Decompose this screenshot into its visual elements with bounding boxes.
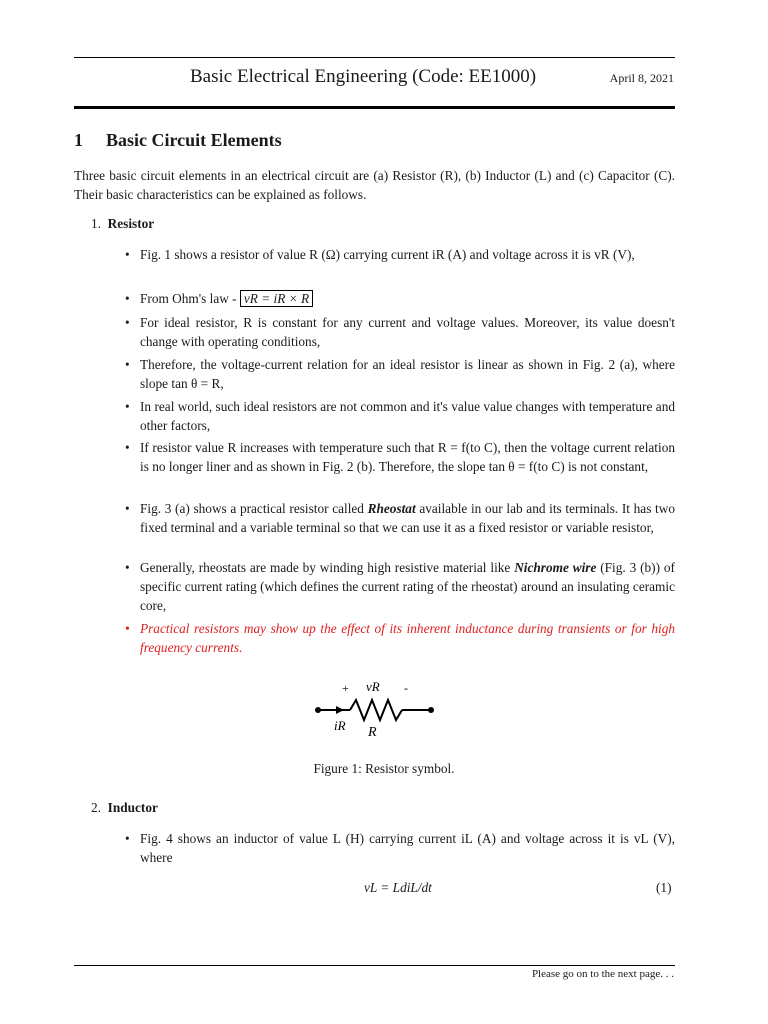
resistor-bullet-2 bbox=[140, 289, 675, 308]
header-thick-rule bbox=[74, 106, 675, 109]
inductor-bullet-1: • Fig. 4 shows an inductor of value L (H) carrying current iL (A) and voltage across it is vL (V), where bbox=[140, 829, 675, 867]
resistor-bullet-1: • Fig. 1 shows a resistor of value R (Ω) carrying current iR (A) and voltage across it is vR (V), bbox=[140, 245, 675, 264]
figure-voltage-label: vR bbox=[366, 679, 380, 694]
nichrome-text-a: Generally, rheostats are made by winding high resistive material like bbox=[140, 560, 511, 575]
rheostat-text-b: available in our lab and its terminals. It has two fixed terminal and a variable terminal so that we can use it as a fixed resistor or variable resistor, bbox=[140, 501, 675, 535]
footer-rule bbox=[74, 965, 675, 966]
current-arrow bbox=[336, 706, 344, 714]
resistor-bullet-8 bbox=[140, 558, 675, 615]
resistor-title: Resistor bbox=[107, 216, 155, 231]
section-heading bbox=[74, 130, 282, 151]
resistor-bullet-7 bbox=[140, 499, 675, 537]
resistor-heading bbox=[91, 216, 154, 232]
equation-number: (1) bbox=[656, 880, 672, 895]
resistor-bullet-9: • Practical resistors may show up the effect of its inherent inductance during transients or for high frequency currents. bbox=[140, 619, 675, 657]
inductor-equation: vL = LdiL/dt bbox=[364, 880, 432, 895]
resistor-bullet-6: • If resistor value R increases with temperature such that R = f(to C), then the voltage current relation is no longer liner and as shown in Fig. 2 (b). Therefore, the slope tan θ = f(to C) is not constant, bbox=[140, 438, 675, 476]
section-number: 1 bbox=[74, 130, 83, 150]
intro-paragraph: Three basic circuit elements in an electrical circuit are (a) Resistor (R), (b) Inductor (L) and (c) Capacitor (C). Their basic characteristics can be explained as follows. bbox=[74, 168, 675, 202]
inductor-number: 2. bbox=[91, 800, 101, 815]
nichrome-text-b: (Fig. 3 (b)) of specific current rating (which defines the current rating of the rheostat) around an insulating ceramic core, bbox=[140, 560, 675, 613]
rheostat-term: Rheostat bbox=[367, 501, 416, 516]
footer-note: Please go on to the next page. . . bbox=[531, 968, 674, 980]
resistor-symbol-figure bbox=[310, 672, 450, 742]
right-terminal bbox=[428, 707, 434, 713]
nichrome-term: Nichrome wire bbox=[514, 560, 597, 575]
header-title: Basic Electrical Engineering (Code: EE1000) bbox=[190, 66, 537, 87]
ohms-law-formula: vR = iR × R bbox=[240, 290, 313, 307]
figure-caption: Figure 1: Resistor symbol. bbox=[313, 761, 455, 776]
figure-resistor-label: R bbox=[368, 725, 377, 740]
figure-plus-sign: + bbox=[342, 681, 349, 695]
resistor-zigzag bbox=[350, 700, 402, 720]
resistor-number: 1. bbox=[91, 216, 101, 231]
resistor-bullet-4: • Therefore, the voltage-current relation for an ideal resistor is linear as shown in Fig. 2 (a), where slope tan θ = R, bbox=[140, 355, 675, 393]
inductor-heading bbox=[91, 800, 158, 816]
header-rule bbox=[74, 57, 675, 58]
resistor-bullet-3: • For ideal resistor, R is constant for any current and voltage values. Moreover, its value doesn't change with operating conditions, bbox=[140, 313, 675, 351]
rheostat-text-a: Fig. 3 (a) shows a practical resistor called bbox=[140, 501, 364, 516]
resistor-bullet-5: • In real world, such ideal resistors are not common and it's value value changes with temperature and other factors, bbox=[140, 397, 675, 435]
section-title: Basic Circuit Elements bbox=[106, 130, 282, 150]
inductor-title: Inductor bbox=[107, 800, 158, 815]
figure-minus-sign: - bbox=[404, 681, 408, 695]
ohms-law-prefix: From Ohm's law - bbox=[140, 291, 237, 306]
header-date: April 8, 2021 bbox=[609, 71, 674, 85]
figure-current-label: iR bbox=[334, 718, 346, 733]
